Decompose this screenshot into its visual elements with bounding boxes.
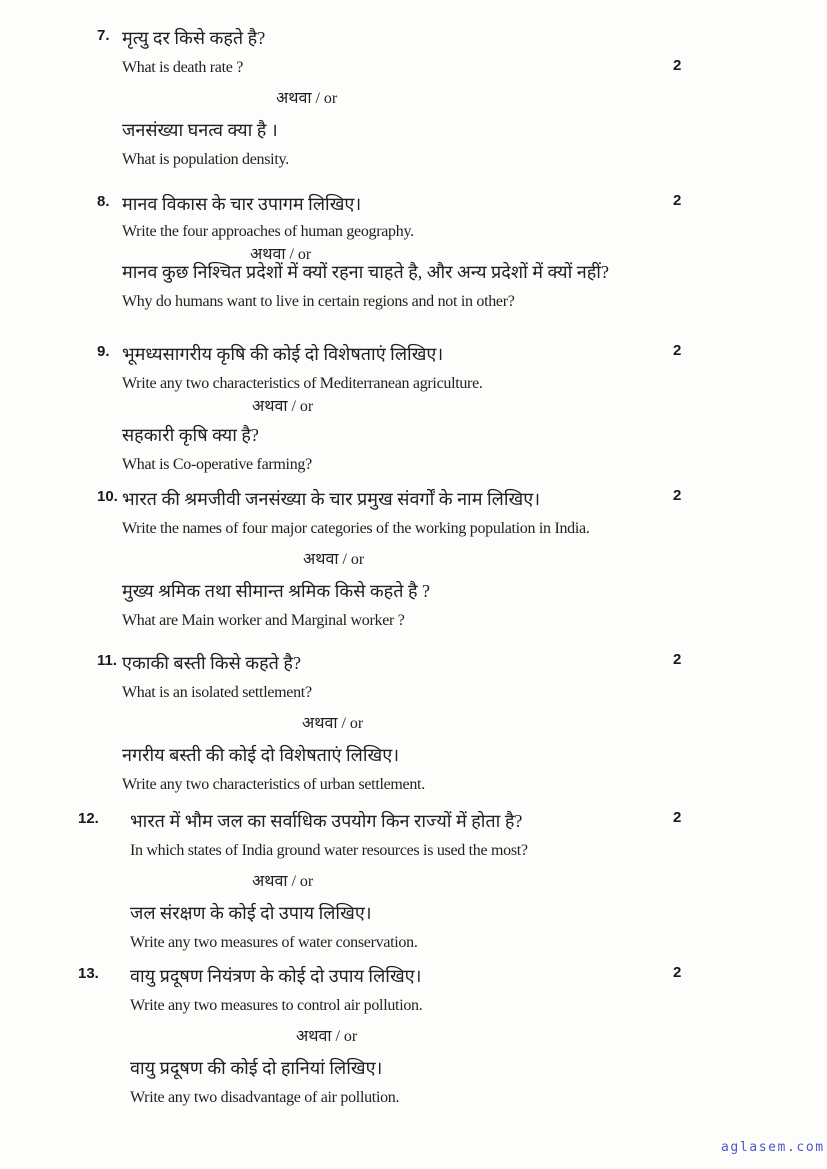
question-number: 13. bbox=[78, 965, 99, 982]
question-english: Write any two characteristics of Mediterranean agriculture. bbox=[122, 375, 483, 392]
question-number: 9. bbox=[97, 343, 110, 360]
question-english: Write the four approaches of human geography. bbox=[122, 223, 414, 240]
or-separator: अथवा / or bbox=[252, 873, 314, 890]
or-separator: अथवा / or bbox=[302, 715, 364, 732]
question-english: What is death rate ? bbox=[122, 59, 244, 76]
marks-value: 2 bbox=[673, 487, 682, 504]
question-hindi: भूमध्यसागरीय कृषि की कोई दो विशेषताएं लिखिए। bbox=[122, 344, 444, 364]
marks-value: 2 bbox=[673, 964, 682, 981]
question-number: 7. bbox=[97, 27, 110, 44]
alt-question-hindi: मानव कुछ निश्चित प्रदेशों में क्यों रहना चाहते है, और अन्य प्रदेशों में क्यों नहीं? bbox=[122, 262, 609, 282]
or-separator: अथवा / or bbox=[296, 1028, 358, 1045]
question-english: What is an isolated settlement? bbox=[122, 684, 312, 701]
question-english: Write any two measures to control air pollution. bbox=[130, 997, 423, 1014]
alt-question-hindi: वायु प्रदूषण की कोई दो हानियां लिखिए। bbox=[130, 1058, 383, 1078]
or-separator: अथवा / or bbox=[252, 398, 314, 415]
alt-question-english: Write any two disadvantage of air pollution. bbox=[130, 1089, 400, 1106]
question-hindi: एकाकी बस्ती किसे कहते है? bbox=[122, 653, 301, 673]
alt-question-english: What are Main worker and Marginal worker ? bbox=[122, 612, 405, 629]
alt-question-english: Why do humans want to live in certain regions and not in other? bbox=[122, 293, 515, 310]
marks-value: 2 bbox=[673, 809, 682, 826]
question-hindi: भारत में भौम जल का सर्वाधिक उपयोग किन राज्यों में होता है? bbox=[130, 811, 523, 831]
question-hindi: वायु प्रदूषण नियंत्रण के कोई दो उपाय लिखिए। bbox=[130, 966, 422, 986]
alt-question-hindi: सहकारी कृषि क्या है? bbox=[122, 425, 259, 445]
alt-question-english: What is Co-operative farming? bbox=[122, 456, 312, 473]
question-number: 10. bbox=[97, 488, 118, 505]
marks-value: 2 bbox=[673, 192, 682, 209]
alt-question-english: What is population density. bbox=[122, 151, 289, 168]
question-hindi: मृत्यु दर किसे कहते है? bbox=[122, 28, 266, 48]
marks-value: 2 bbox=[673, 342, 682, 359]
marks-value: 2 bbox=[673, 57, 682, 74]
marks-value: 2 bbox=[673, 651, 682, 668]
question-number: 8. bbox=[97, 193, 110, 210]
question-hindi: मानव विकास के चार उपागम लिखिए। bbox=[122, 194, 362, 214]
alt-question-english: Write any two characteristics of urban settlement. bbox=[122, 776, 425, 793]
alt-question-english: Write any two measures of water conservation. bbox=[130, 934, 418, 951]
alt-question-hindi: जनसंख्या घनत्व क्या है । bbox=[122, 120, 278, 140]
alt-question-hindi: नगरीय बस्ती की कोई दो विशेषताएं लिखिए। bbox=[122, 745, 400, 765]
or-separator: अथवा / or bbox=[276, 90, 338, 107]
alt-question-hindi: जल संरक्षण के कोई दो उपाय लिखिए। bbox=[130, 903, 372, 923]
question-english: Write the names of four major categories of the working population in India. bbox=[122, 520, 590, 537]
question-number: 11. bbox=[97, 652, 118, 669]
or-separator: अथवा / or bbox=[303, 551, 365, 568]
question-number: 12. bbox=[78, 810, 99, 827]
question-hindi: भारत की श्रमजीवी जनसंख्या के चार प्रमुख संवर्गों के नाम लिखिए। bbox=[122, 489, 541, 509]
alt-question-hindi: मुख्य श्रमिक तथा सीमान्त श्रमिक किसे कहते है ? bbox=[122, 581, 431, 601]
aglasem-watermark-link[interactable]: aglasem.com bbox=[721, 1140, 825, 1155]
or-separator: अथवा / or bbox=[250, 246, 312, 263]
question-english: In which states of India ground water resources is used the most? bbox=[130, 842, 528, 859]
